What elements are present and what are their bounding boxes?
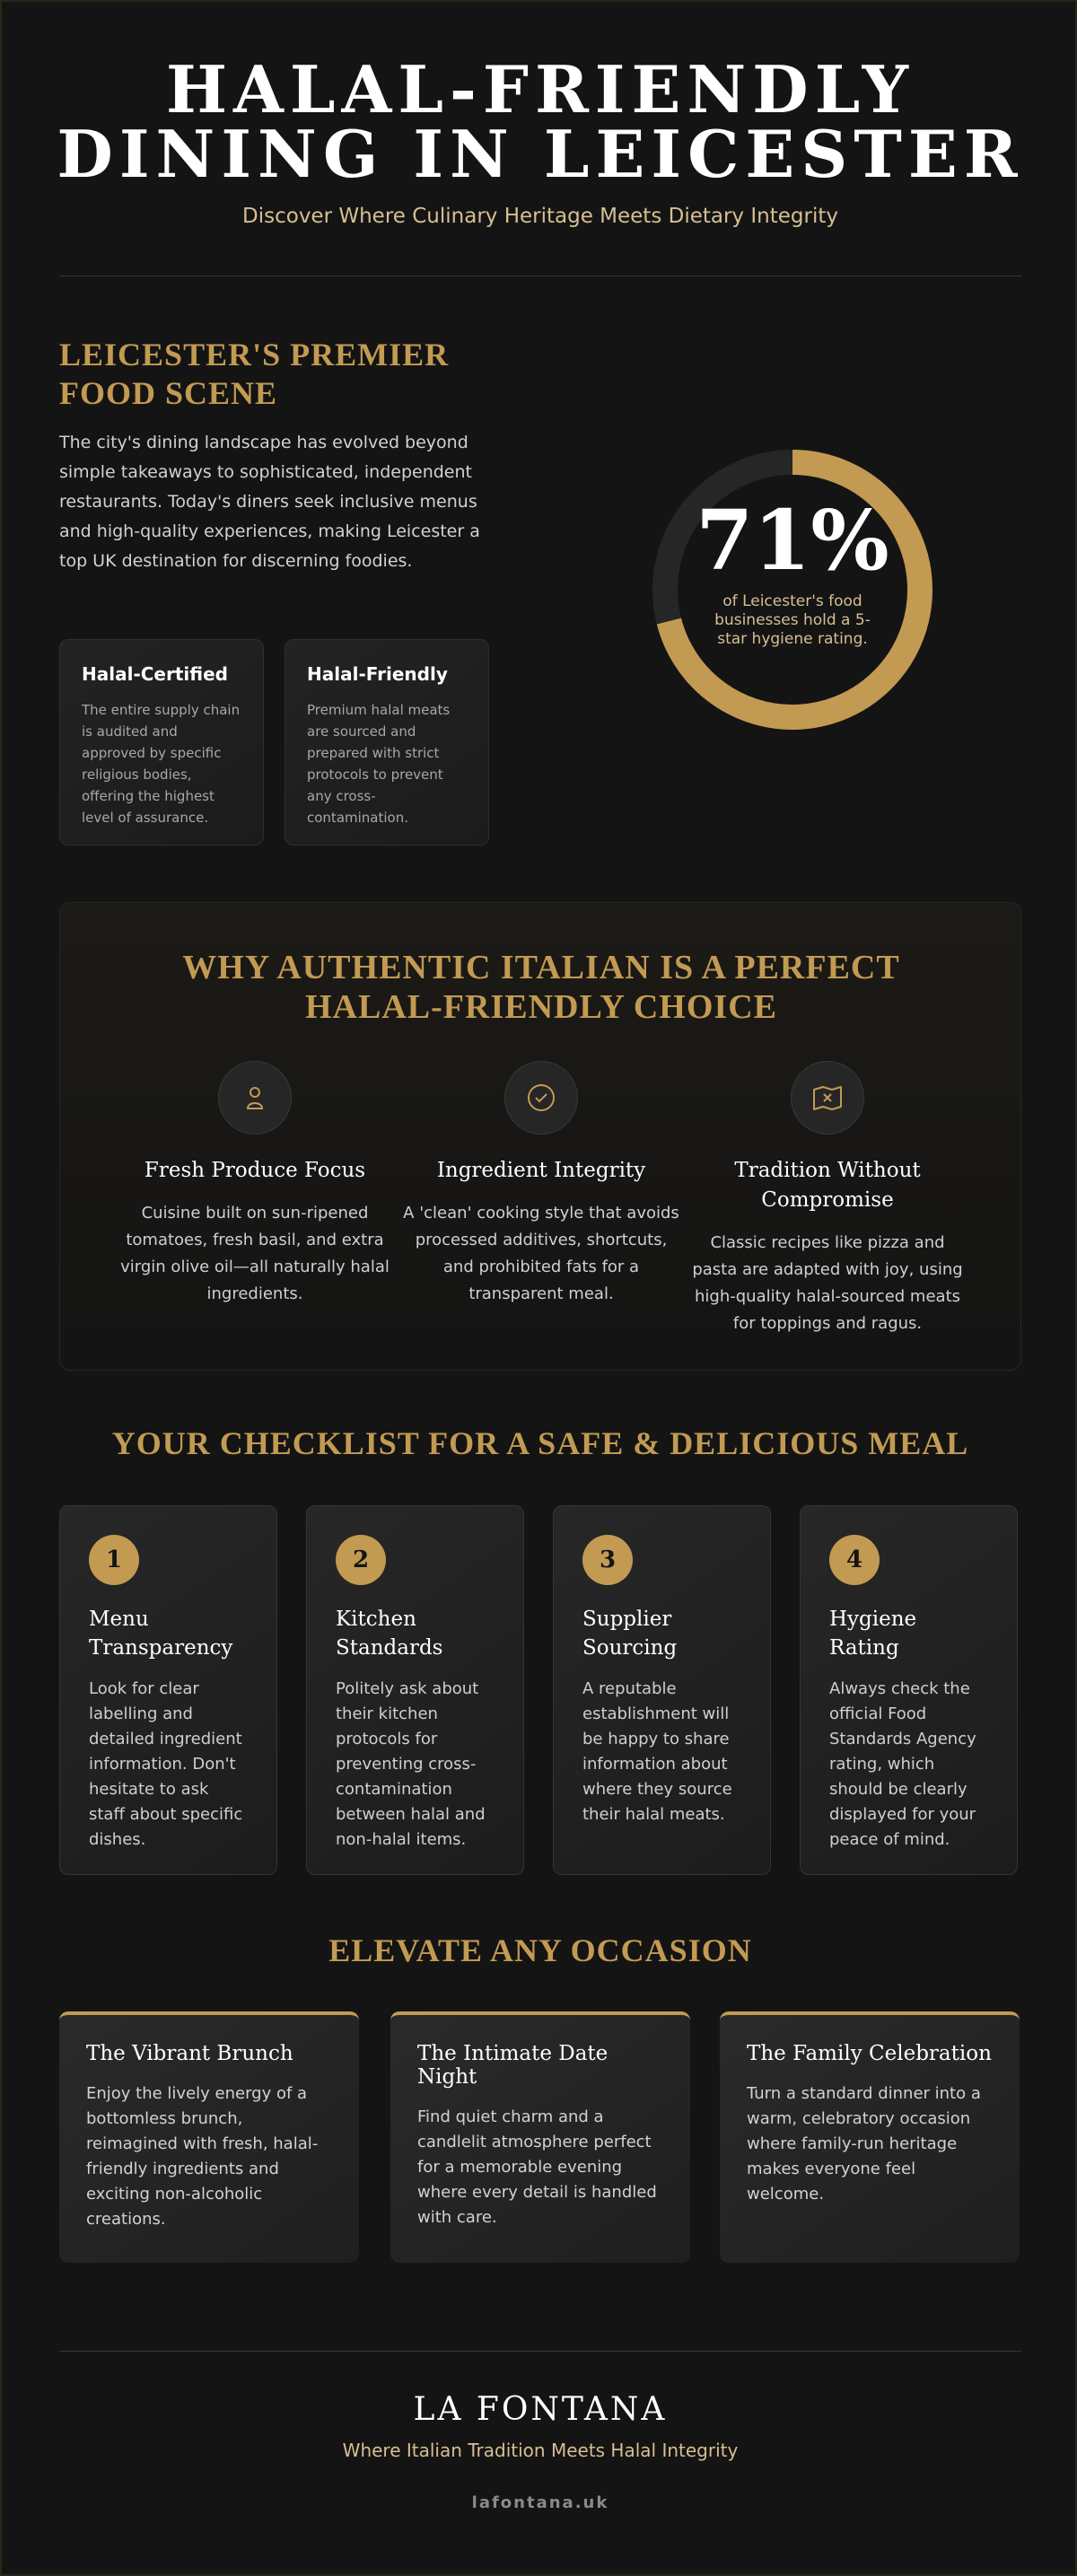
- checklist-step: [306, 1505, 524, 1875]
- card-title: Halal-Friendly: [307, 663, 448, 685]
- checklist-title: YOUR CHECKLIST FOR A SAFE & DELICIOUS MEAL: [111, 1425, 969, 1461]
- feature-ingredient-integrity: [402, 1061, 680, 1308]
- step-title: Kitchen Standards: [336, 1608, 443, 1660]
- step-text: Look for clear labelling and detailed ingredient information. Don't hesitate to ask staff about specific dishes.: [89, 1679, 243, 1849]
- occasion-card: [59, 2011, 359, 2263]
- occasion-title: The Vibrant Brunch: [86, 2042, 293, 2065]
- brand-name: LA FONTANA: [413, 2391, 668, 2428]
- step-number-badge: 1: [89, 1535, 139, 1585]
- feature-text: Cuisine built on sun-ripened tomatoes, fresh basil, and extra virgin olive oil—all naturally halal ingredients.: [120, 1204, 390, 1303]
- step-title: Hygiene Rating: [829, 1608, 917, 1660]
- stat-value: 71%: [696, 492, 889, 589]
- step-number-badge: 4: [829, 1535, 880, 1585]
- check-circle-icon: [504, 1061, 578, 1135]
- checklist-step: [800, 1505, 1018, 1875]
- occasions-title: ELEVATE ANY OCCASION: [328, 1932, 752, 1968]
- map-icon: [791, 1061, 864, 1135]
- feature-text: Classic recipes like pizza and pasta are adapted with joy, using high-quality halal-sourced meats for toppings and ragus.: [692, 1233, 963, 1333]
- website-link[interactable]: lafontana.uk: [471, 2493, 609, 2512]
- scene-body: The city's dining landscape has evolved beyond simple takeaways to sophisticated, independent restaurants. Today's diners seek inclusive menus and high-quality experiences, making Leicester a top UK destination for discerning foodies.: [59, 433, 480, 571]
- occasion-title: The Family Celebration: [747, 2042, 992, 2065]
- card-text: The entire supply chain is audited and approved by specific religious bodies, offering the highest level of assurance.: [82, 702, 241, 826]
- step-text: Always check the official Food Standards Agency rating, which should be clearly displayed for your peace of mind.: [829, 1679, 976, 1849]
- person-icon: [218, 1061, 292, 1135]
- why-title: WHY AUTHENTIC ITALIAN IS A PERFECT HALAL-FRIENDLY CHOICE: [182, 949, 900, 1026]
- page-subtitle: Discover Where Culinary Heritage Meets Dietary Integrity: [242, 205, 838, 228]
- halal-certified-card: [59, 639, 264, 846]
- occasion-text: Turn a standard dinner into a warm, celebratory occasion where family-run heritage makes everyone feel welcome.: [747, 2084, 981, 2204]
- feature-fresh-produce: [116, 1061, 394, 1308]
- halal-friendly-card: [285, 639, 489, 846]
- feature-tradition: [688, 1061, 967, 1337]
- checklist-step: [59, 1505, 277, 1875]
- feature-title: Fresh Produce Focus: [144, 1159, 366, 1182]
- occasion-title: The Intimate Date Night: [417, 2042, 609, 2089]
- card-text: Premium halal meats are sourced and prepared with strict protocols to prevent any cross-contamination.: [307, 702, 451, 826]
- footer-divider: [59, 2351, 1021, 2352]
- hygiene-stat-ring: [644, 442, 941, 738]
- feature-text: A 'clean' cooking style that avoids processed additives, shortcuts, and prohibited fats for a transparent meal.: [403, 1204, 679, 1303]
- occasion-card: [720, 2011, 1020, 2263]
- card-title: Halal-Certified: [82, 663, 228, 685]
- occasion-text: Enjoy the lively energy of a bottomless brunch, reimagined with fresh, halal-friendly ingredients and exciting non-alcoholic creations.: [86, 2084, 319, 2229]
- feature-title: Ingredient Integrity: [436, 1159, 646, 1182]
- step-text: A reputable establishment will be happy to share information about where they source their halal meats.: [582, 1679, 732, 1824]
- step-title: Menu Transparency: [89, 1608, 233, 1660]
- title-line-1: HALAL-FRIENDLY: [165, 51, 915, 127]
- occasion-card: [390, 2011, 690, 2263]
- step-number-badge: 3: [582, 1535, 633, 1585]
- scene-title: LEICESTER'S PREMIER FOOD SCENE: [59, 337, 450, 411]
- step-title: Supplier Sourcing: [582, 1608, 678, 1660]
- stat-caption: of Leicester's food businesses hold a 5-star hygiene rating.: [714, 592, 871, 648]
- checklist-step: [553, 1505, 771, 1875]
- title-line-2: DINING IN LEICESTER: [57, 116, 1024, 192]
- brand-tagline: Where Italian Tradition Meets Halal Integrity: [342, 2440, 739, 2461]
- why-italian-section: [59, 902, 1021, 1371]
- step-text: Politely ask about their kitchen protocols for preventing cross-contamination between halal and non-halal items.: [336, 1679, 486, 1849]
- occasion-text: Find quiet charm and a candlelit atmosphere perfect for a memorable evening where every detail is handled with care.: [417, 2107, 657, 2227]
- page-title: [2, 51, 1077, 192]
- step-number-badge: 2: [336, 1535, 386, 1585]
- feature-title: Tradition Without Compromise: [734, 1159, 921, 1212]
